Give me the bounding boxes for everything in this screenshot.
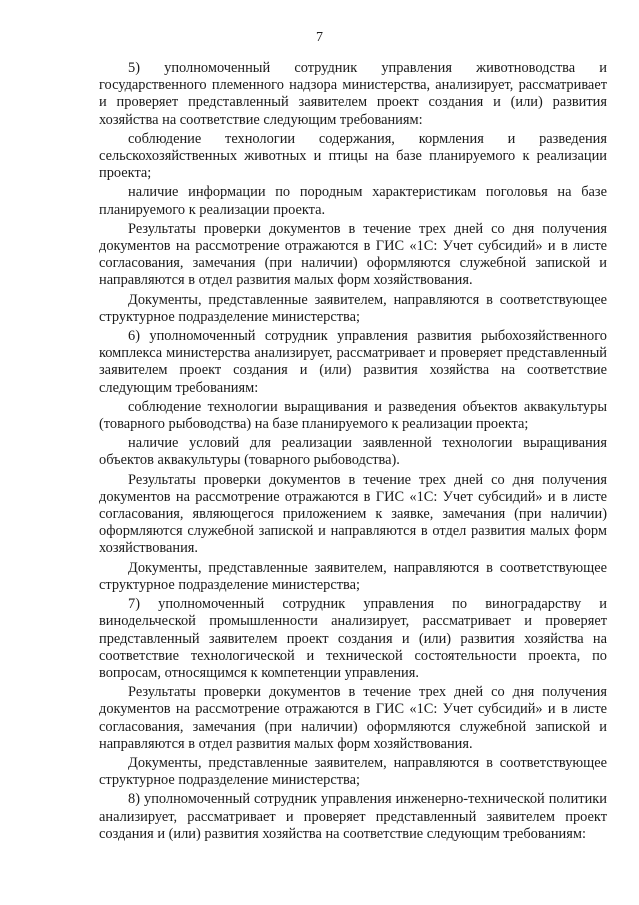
requirement-aquaculture-technology: соблюдение технологии выращивания и разведения объектов аквакультуры (товарного рыбоводства) на базе планируемого к реализации проекта; [99,398,607,433]
requirement-livestock-technology: соблюдение технологии содержания, кормления и разведения сельскохозяйственных животных и птицы на базе планируемого к реализации проекта; [99,130,607,182]
paragraph-8-intro: 8) уполномоченный сотрудник управления инженерно-технической политики анализирует, рассматривает и проверяет представленный заявителем проект создания и (или) развития хозяйства на соответствие следующим требованиям: [99,791,607,842]
documents-forwarding-paragraph: Документы, представленные заявителем, направляются в соответствующее структурное подразделение министерства; [99,559,607,593]
requirement-aquaculture-conditions: наличие условий для реализации заявленной технологии выращивания объектов аквакультуры (товарного рыбоводства). [99,435,607,469]
results-paragraph: Результаты проверки документов в течение трех дней со дня получения документов на рассмотрение отражаются в ГИС «1С: Учет субсидий» и в листе согласования, замечания (при наличии) оформляются служебной запиской и направляются в отдел развития малых форм хозяйствования. [99,684,607,752]
page-number: 7 [316,30,323,45]
requirement-breed-info: наличие информации по породным характеристикам поголовья на базе планируемого к реализации проекта. [99,184,607,218]
paragraph-6-intro: 6) уполномоченный сотрудник управления развития рыбохозяйственного комплекса министерства анализирует, рассматривает и проверяет представленный заявителем проект создания и (или) развития хозяйства на соответствие следующим требованиям: [99,328,607,396]
results-paragraph: Результаты проверки документов в течение трех дней со дня получения документов на рассмотрение отражаются в ГИС «1С: Учет субсидий» и в листе согласования, замечания (при наличии) оформляются служебной запиской и направляются в отдел развития малых форм хозяйствования. [99,220,607,289]
results-paragraph: Результаты проверки документов в течение трех дней со дня получения документов на рассмотрение отражаются в ГИС «1С: Учет субсидий» и в листе согласования, являющегося приложением к заявке, замечания (при наличии) оформляются служебной запиской и направляются в отдел развития малых форм хозяйствования. [99,471,607,557]
paragraph-5-intro: 5) уполномоченный сотрудник управления животноводства и государственного племенного надзора министерства, анализирует, рассматривает и проверяет представленный заявителем проект создания и (или) развития хозяйства на соответствие следующим требованиям: [99,60,607,128]
documents-forwarding-paragraph: Документы, представленные заявителем, направляются в соответствующее структурное подразделение министерства; [99,754,607,789]
document-body [99,60,607,845]
paragraph-7-intro: 7) уполномоченный сотрудник управления по виноградарству и винодельческой промышленности анализирует, рассматривает и проверяет представленный заявителем проект создания и (или) развития хозяйства на соответствие технологической и технической состоятельности проекта, по вопросам, относящимся к компетенции управления. [99,596,607,681]
documents-forwarding-paragraph: Документы, представленные заявителем, направляются в соответствующее структурное подразделение министерства; [99,291,607,325]
